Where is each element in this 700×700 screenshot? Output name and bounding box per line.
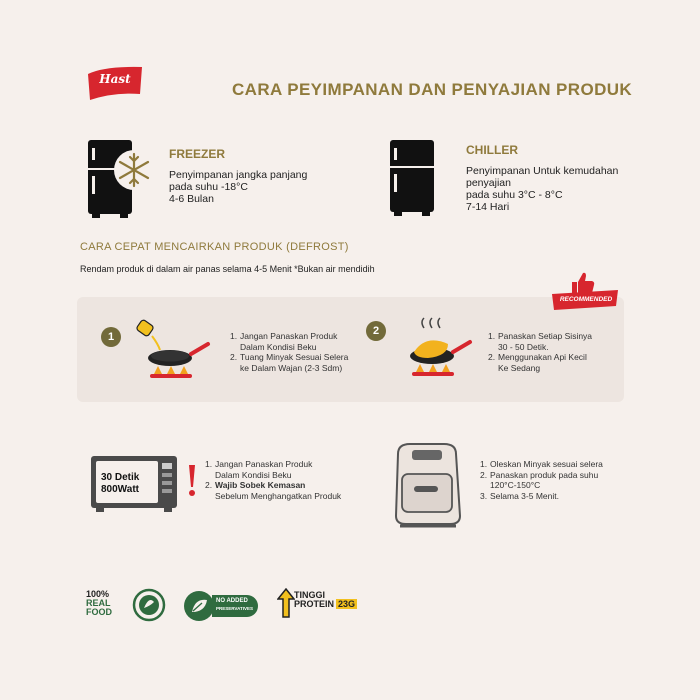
defrost-title: CARA CEPAT MENCAIRKAN PRODUK (DEFROST) xyxy=(80,241,349,253)
chiller-line: Penyimpanan Untuk kemudahan xyxy=(466,165,619,177)
freezer-line: pada suhu -18°C xyxy=(169,181,248,193)
list-item: 3. Selama 3-5 Menit. xyxy=(480,490,559,501)
list-item: 1. Jangan Panaskan Produk Dalam Kondisi Beku xyxy=(230,331,338,352)
no-added-text: NO ADDED PRESERVATIVES xyxy=(216,598,254,611)
no-msg-badge-icon xyxy=(132,588,166,622)
freezer-info xyxy=(169,169,339,205)
real-food-badge: 100% REAL FOOD xyxy=(86,589,112,617)
list-item: 2. Tuang Minyak Sesuai Selera ke Dalam Wajan (2-3 Sdm) xyxy=(230,352,349,373)
freezer-line: 4-6 Bulan xyxy=(169,193,214,205)
list-item: 1. Oleskan Minyak sesuai selera xyxy=(480,459,603,469)
chiller-line: pada suhu 3°C - 8°C xyxy=(466,189,563,201)
freezer-fridge-icon xyxy=(86,138,156,220)
step-1-number: 1 xyxy=(101,327,121,347)
frying-pan-icon xyxy=(398,316,476,382)
freezer-heading: FREEZER xyxy=(169,147,226,161)
freezer-line: Penyimpanan jangka panjang xyxy=(169,169,308,181)
chiller-line: 7-14 Hari xyxy=(466,201,510,213)
airfryer-list xyxy=(480,459,620,501)
defrost-text: Rendam produk di dalam air panas selama 4-5 Menit *Bukan air mendidih xyxy=(80,264,375,274)
warning-exclamation-icon xyxy=(187,463,197,497)
microwave-list xyxy=(205,459,355,501)
step-1-list xyxy=(230,331,370,373)
list-item: 2. Wajib Sobek Kemasan Sebelum Menghangatkan Produk xyxy=(205,480,342,501)
list-item: 1. Jangan Panaskan Produk Dalam Kondisi Beku xyxy=(205,459,313,480)
air-fryer-icon xyxy=(388,440,468,532)
leaf-badge-icon xyxy=(183,590,215,622)
chiller-fridge-icon xyxy=(388,138,438,218)
page-title: CARA PEYIMPANAN DAN PENYAJIAN PRODUK xyxy=(232,80,633,99)
oil-pan-icon xyxy=(136,318,214,384)
up-arrow-icon xyxy=(277,588,295,618)
microwave-time: 30 Detik xyxy=(101,472,140,483)
chiller-heading: CHILLER xyxy=(466,143,518,157)
microwave-power: 800Watt xyxy=(101,484,139,495)
list-item: 1. Panaskan Setiap Sisinya 30 - 50 Detik. xyxy=(488,331,593,352)
recommended-badge: RECOMMENDED xyxy=(559,296,613,303)
list-item: 2. Panaskan produk pada suhu 120°C-150°C xyxy=(480,469,599,490)
chiller-info xyxy=(466,165,636,213)
high-protein-badge: TINGGI PROTEIN 23G xyxy=(294,590,356,609)
brand-name: Hast xyxy=(99,72,131,86)
list-item: 2. Menggunakan Api Kecil Ke Sedang xyxy=(488,352,587,373)
chiller-line: penyajian xyxy=(466,177,511,189)
step-2-list xyxy=(488,331,618,373)
microwave-screen xyxy=(101,472,157,496)
step-2-number: 2 xyxy=(366,321,386,341)
